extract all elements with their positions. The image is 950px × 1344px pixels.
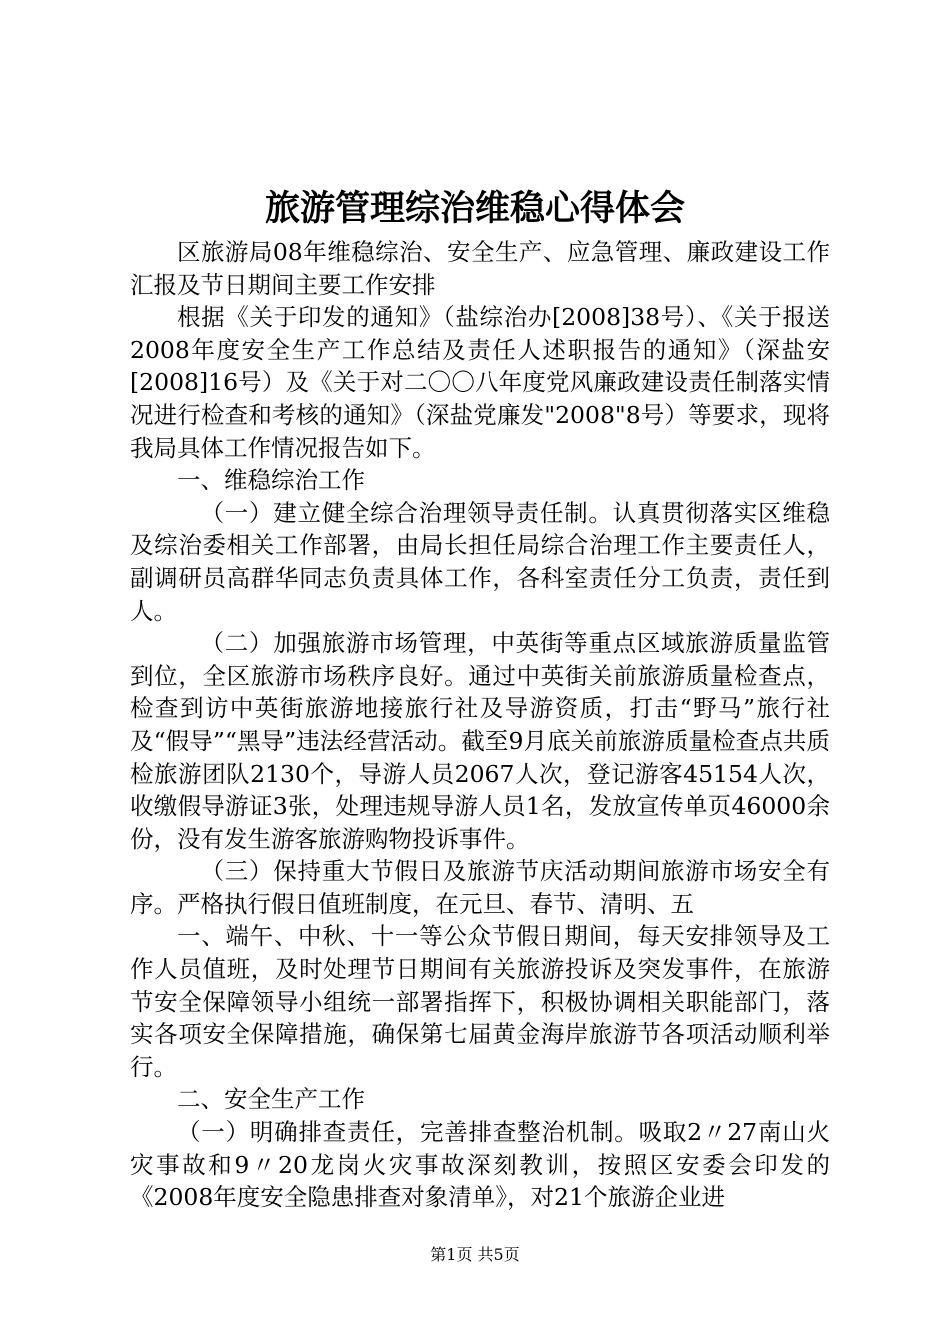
paragraph-item-3: （三）保持重大节假日及旅游节庆活动期间旅游市场安全有序。严格执行假日值班制度，在元旦、春节、清明、五 bbox=[130, 857, 830, 918]
page-footer: 第1页 共5页 bbox=[430, 1245, 520, 1264]
paragraph-report-heading: 区旅游局08年维稳综治、安全生产、应急管理、廉政建设工作汇报及节日期间主要工作安排 bbox=[130, 238, 830, 299]
document-title: 旅游管理综治维稳心得体会 bbox=[264, 188, 685, 229]
paragraph-item-2: （二）加强旅游市场管理，中英街等重点区域旅游质量监管到位，全区旅游市场秩序良好。通过中英街关前旅游质量检查点，检查到访中英街旅游地接旅行社及导游资质，打击“野马”旅行社及“假导”“黑导”违法经营活动。截至9月底关前旅游质量检查点共质检旅游团队2130个，导游人员2067人次，登记游客45154人次，收缴假导游证3张，处理违规导游人员1名，发放宣传单页46000余份，没有发生游客旅游购物投诉事件。 bbox=[130, 629, 830, 853]
section-heading-safety: 二、安全生产工作 bbox=[177, 1085, 365, 1114]
paragraph-item-3-continued: 一、端午、中秋、十一等公众节假日期间，每天安排领导及工作人员值班，及时处理节日期间有关旅游投诉及突发事件，在旅游节安全保障领导小组统一部署指挥下，积极协调相关职能部门，落实各项安全保障措施，确保第七届黄金海岸旅游节各项活动顺利举行。 bbox=[130, 922, 830, 1081]
section-heading-stability: 一、维稳综治工作 bbox=[177, 466, 365, 495]
document-body bbox=[130, 236, 830, 1214]
paragraph-item-1: （一）建立健全综合治理领导责任制。认真贯彻落实区维稳及综治委相关工作部署，由局长担任局综合治理工作主要责任人，副调研员高群华同志负责具体工作，各科室责任分工负责，责任到人。 bbox=[130, 498, 830, 625]
paragraph-intro: 根据《关于印发的通知》（盐综治办[2008]38号）、《关于报送2008年度安全生产工作总结及责任人述职报告的通知》（深盐安[2008]16号）及《关于对二〇〇八年度党风廉政建设责任制落实情况进行检查和考核的通知》（深盐党廉发"2008"8号）等要求，现将我局具体工作情况报告如下。 bbox=[130, 303, 830, 462]
paragraph-safety-item-1: （一）明确排查责任，完善排查整治机制。吸取2〃27南山火灾事故和9〃20龙岗火灾事故深刻教训，按照区安委会印发的《2008年度安全隐患排查对象清单》，对21个旅游企业进 bbox=[130, 1118, 830, 1212]
